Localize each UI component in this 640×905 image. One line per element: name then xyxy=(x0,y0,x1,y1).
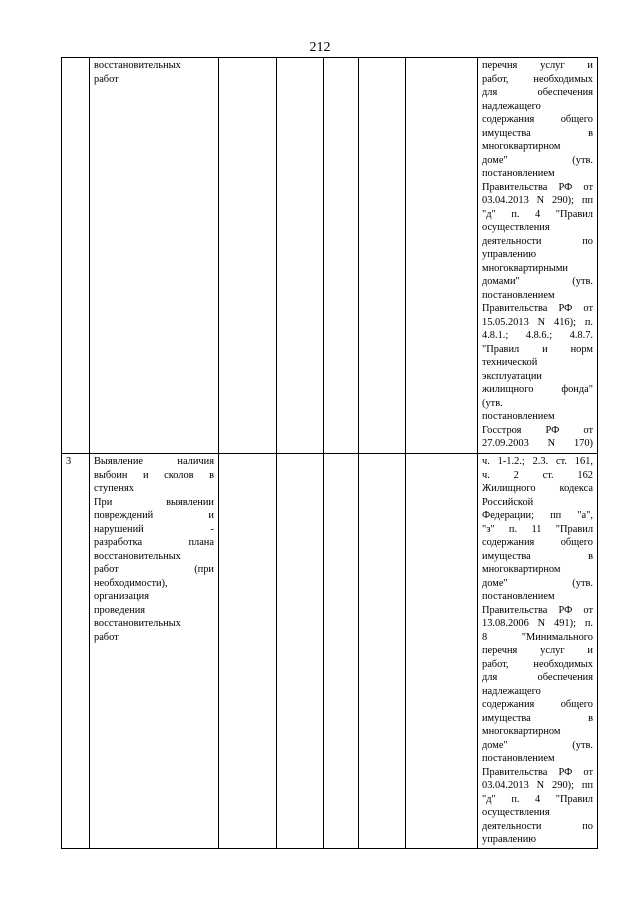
description-line: работ (при xyxy=(94,564,214,575)
legal-basis-line: Правительства РФ от xyxy=(482,181,593,193)
legal-basis-line: 4.8.1.; 4.8.6.; 4.8.7. xyxy=(482,330,593,341)
description-line: повреждений и xyxy=(94,510,214,521)
legal-basis-line: надлежащего xyxy=(482,100,541,112)
legal-basis-line: постановлением xyxy=(482,591,555,602)
legal-basis-line: содержания общего xyxy=(482,699,593,710)
legal-basis-cell xyxy=(478,454,598,849)
description-line: работ xyxy=(94,73,119,85)
legal-basis-line: работ, необходимых xyxy=(482,73,593,85)
description-line: При выявлении xyxy=(94,496,214,508)
legal-basis-line: 8 "Минимального xyxy=(482,631,593,643)
legal-basis-line: перечня услуг и xyxy=(482,645,593,656)
legal-basis-line: содержания общего xyxy=(482,114,593,125)
legal-basis-line: постановлением xyxy=(482,168,555,179)
legal-basis-line: управлению xyxy=(482,834,537,845)
legal-basis-line: (утв. xyxy=(482,397,503,409)
legal-basis-line: 03.04.2013 N 290); пп xyxy=(482,195,593,206)
empty-cell xyxy=(359,58,406,454)
description-line: необходимости), xyxy=(94,577,168,589)
legal-basis-line: имущества в xyxy=(482,712,593,724)
legal-basis-line: постановлением xyxy=(482,289,555,301)
legal-basis-line: управлению xyxy=(482,249,537,260)
legal-basis-line: 13.08.2006 N 491); п. xyxy=(482,618,593,629)
empty-cell xyxy=(359,454,406,849)
legal-basis-line: осуществления xyxy=(482,807,550,818)
legal-basis-line: домами" (утв. xyxy=(482,276,593,287)
page-number: 212 xyxy=(309,40,331,55)
description-line: выбоин и сколов в xyxy=(94,469,214,481)
legal-basis-line: постановлением xyxy=(482,753,555,764)
legal-basis-line: эксплуатации xyxy=(482,370,542,382)
empty-cell xyxy=(324,454,359,849)
description-line: разработка плана xyxy=(94,537,214,548)
legal-basis-line: имущества в xyxy=(482,127,593,139)
legal-basis-line: имущества в xyxy=(482,550,593,562)
empty-cell xyxy=(277,454,324,849)
row-number-cell xyxy=(62,58,90,454)
work-description-cell xyxy=(90,454,219,849)
description-line: восстановительных xyxy=(94,550,181,562)
legal-basis-line: многоквартирном xyxy=(482,141,561,152)
legal-basis-line: многоквартирном xyxy=(482,726,561,737)
empty-cell xyxy=(219,58,277,454)
legal-basis-line: Правительства РФ от xyxy=(482,766,593,778)
legal-basis-line: "з" п. 11 "Правил xyxy=(482,523,593,535)
table-row xyxy=(62,454,598,849)
legal-basis-cell xyxy=(478,58,598,454)
description-line: нарушений - xyxy=(94,523,214,535)
legal-basis-line: доме" (утв. xyxy=(482,577,593,589)
legal-basis-line: осуществления xyxy=(482,222,550,233)
description-line: Выявление наличия xyxy=(94,456,214,467)
empty-cell xyxy=(219,454,277,849)
legal-basis-line: доме" (утв. xyxy=(482,154,593,166)
legal-basis-line: для обеспечения xyxy=(482,87,593,98)
description-line: проведения xyxy=(94,604,146,616)
legal-basis-line: ч. 2 ст. 162 xyxy=(482,469,593,481)
legal-basis-line: Российской xyxy=(482,496,534,508)
regulation-table xyxy=(61,57,598,849)
legal-basis-line: жилищного фонда" xyxy=(482,384,593,395)
legal-basis-line: "д" п. 4 "Правил xyxy=(482,208,593,220)
legal-basis-line: постановлением xyxy=(482,411,555,422)
legal-basis-line: Правительства РФ от xyxy=(482,604,593,616)
legal-basis-line: надлежащего xyxy=(482,685,541,697)
legal-basis-line: содержания общего xyxy=(482,537,593,548)
legal-basis-line: Госстроя РФ от xyxy=(482,424,593,436)
legal-basis-line: "д" п. 4 "Правил xyxy=(482,793,593,805)
legal-basis-line: работ, необходимых xyxy=(482,658,593,670)
legal-basis-line: "Правил и норм xyxy=(482,343,593,355)
legal-basis-line: Жилищного кодекса xyxy=(482,483,593,494)
legal-basis-line: 03.04.2013 N 290); пп xyxy=(482,780,593,791)
legal-basis-line: деятельности по xyxy=(482,820,593,832)
legal-basis-line: для обеспечения xyxy=(482,672,593,683)
work-description-cell xyxy=(90,58,219,454)
legal-basis-line: 27.09.2003 N 170) xyxy=(482,438,593,449)
description-line: работ xyxy=(94,631,119,643)
legal-basis-line: технической xyxy=(482,357,538,368)
empty-cell xyxy=(277,58,324,454)
empty-cell xyxy=(324,58,359,454)
description-line: восстановительных xyxy=(94,60,181,71)
legal-basis-line: доме" (утв. xyxy=(482,739,593,751)
table-row xyxy=(62,58,598,454)
description-line: ступенях xyxy=(94,483,134,494)
legal-basis-line: ч. 1-1.2.; 2.3. ст. 161, xyxy=(482,456,593,467)
legal-basis-line: Правительства РФ от xyxy=(482,303,593,314)
empty-cell xyxy=(406,454,478,849)
legal-basis-line: перечня услуг и xyxy=(482,60,593,71)
legal-basis-line: многоквартирном xyxy=(482,564,561,575)
description-line: организация xyxy=(94,591,150,602)
legal-basis-line: многоквартирными xyxy=(482,262,568,274)
legal-basis-line: Федерации; пп "а", xyxy=(482,510,593,521)
row-number-cell: 3 xyxy=(62,454,90,849)
legal-basis-line: деятельности по xyxy=(482,235,593,247)
legal-basis-line: 15.05.2013 N 416); п. xyxy=(482,316,593,328)
description-line: восстановительных xyxy=(94,618,181,629)
empty-cell xyxy=(406,58,478,454)
